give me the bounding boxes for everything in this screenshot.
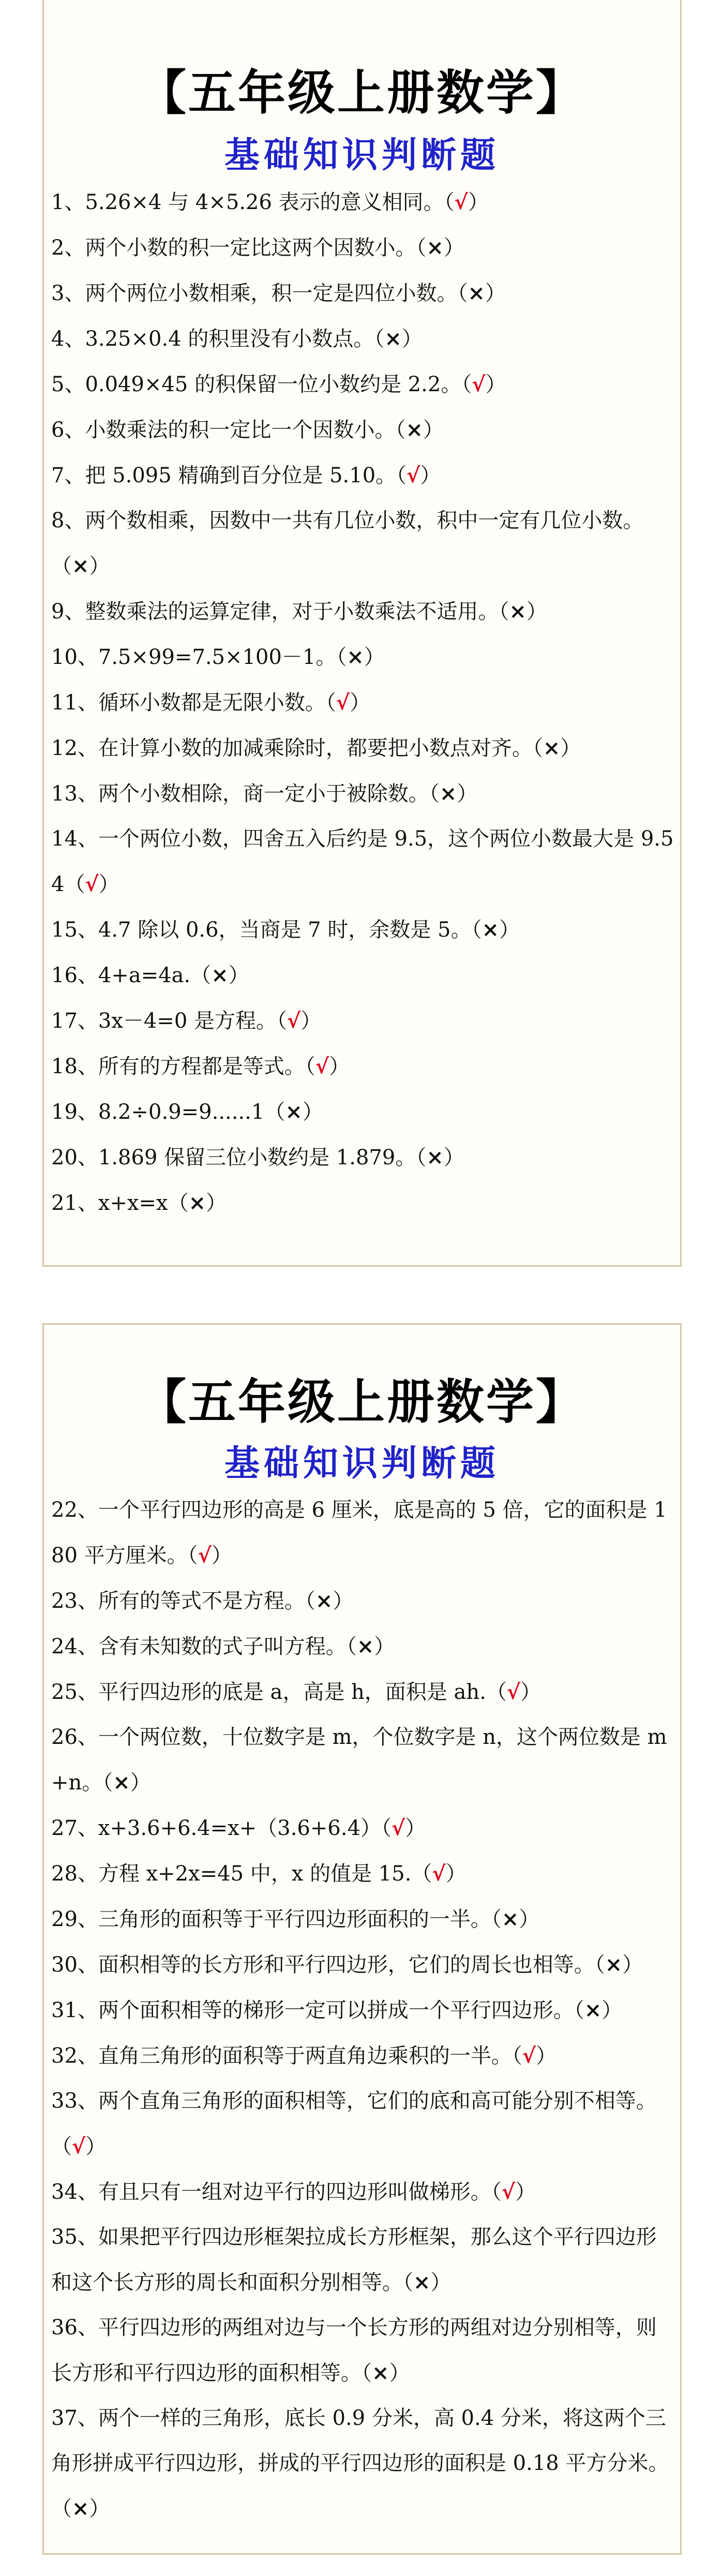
cross-mark-icon: × [501,1907,519,1931]
cross-mark-icon: × [439,781,457,806]
closing-paren: ） [499,918,520,942]
question-text: 9、整数乘法的运算定律，对于小数乘法不适用。（ [51,600,509,624]
question-text: 36、平行四边形的两组对边与一个长方形的两组对边分别相等，则长方形和平行四边形的面积相等。（ [51,2316,657,2385]
cross-mark-icon: × [481,917,500,942]
closing-paren: ） [401,327,423,351]
question-item [51,726,674,771]
question-text: 19、8.2÷0.9=9......1（ [51,1100,285,1124]
cross-mark-icon: × [72,554,89,578]
question-item [51,271,674,316]
worksheet-card-1 [42,0,682,1267]
check-mark-icon: √ [472,372,486,396]
question-text: 23、所有的等式不是方程。（ [51,1589,315,1613]
check-mark-icon: √ [391,1816,405,1840]
closing-paren: ） [300,1009,322,1033]
closing-paren: ） [333,1589,354,1613]
question-item [51,1851,674,1897]
page-title: 【五年级上册数学】 [138,1374,585,1430]
question-text: 15、4.7 除以 0.6，当商是 7 时，余数是 5。（ [51,918,482,942]
closing-paren: ） [350,691,371,715]
question-text: 13、两个小数相除，商一定小于被除数。（ [51,782,440,806]
question-text: 6、小数乘法的积一定比一个因数小。（ [51,418,406,442]
question-item [51,225,674,271]
cross-mark-icon: × [542,736,561,760]
closing-paren: ） [405,1816,426,1840]
question-item [51,589,674,634]
question-item [51,1805,674,1851]
question-item [51,498,674,589]
question-list [51,180,674,1226]
question-item [51,1669,674,1715]
closing-paren: ） [467,190,489,214]
check-mark-icon: √ [501,2180,516,2204]
closing-paren: ） [329,1055,350,1078]
question-item [51,1715,674,1805]
closing-paren: ） [98,872,119,896]
question-text: 24、含有未知数的式子叫方程。（ [51,1635,357,1659]
closing-paren: ） [601,1998,623,2022]
cross-mark-icon: × [426,1145,444,1169]
check-mark-icon: √ [85,872,99,896]
question-item [51,1044,674,1089]
closing-paren: ） [206,1191,227,1215]
page-subtitle: 基础知识判断题 [224,135,500,176]
check-mark-icon: √ [406,463,420,487]
check-mark-icon: √ [72,2134,86,2158]
cross-mark-icon: × [346,645,364,669]
closing-paren: ） [519,1907,540,1931]
question-text: 28、方程 x+2x=45 中，x 的值是 15.（ [51,1862,432,1886]
question-item [51,2396,674,2531]
question-item [51,1624,674,1669]
cross-mark-icon: × [467,281,485,305]
question-item [51,634,674,680]
closing-paren: ） [520,1680,541,1704]
question-text: 4、3.25×0.4 的积里没有小数点。（ [51,327,385,351]
closing-paren: ） [485,282,506,305]
question-item [51,1488,674,1578]
closing-paren: ） [423,418,444,442]
cross-mark-icon: × [315,1589,333,1613]
question-item [51,362,674,407]
question-text: 30、面积相等的长方形和平行四边形，它们的周长也相等。（ [51,1953,605,1977]
question-item [51,1988,674,2033]
cross-mark-icon: × [605,1952,623,1977]
cross-mark-icon: × [285,1100,303,1124]
closing-paren: ） [389,2361,410,2385]
question-item [51,316,674,362]
question-list [51,1488,674,2531]
closing-paren: ） [89,554,110,578]
closing-paren: ） [85,2135,107,2158]
question-item [51,1578,674,1624]
question-text: 5、0.049×45 的积保留一位小数约是 2.2。（ [51,373,472,396]
question-item [51,1089,674,1135]
question-text: 35、如果把平行四边形框架拉成长方形框架，那么这个平行四边形和这个长方形的周长和面积分别相等。（ [51,2225,657,2294]
question-item [51,771,674,817]
question-item [51,1135,674,1180]
closing-paren: ） [364,645,385,669]
question-text: 14、一个两位小数，四舍五入后约是 9.5，这个两位小数最大是 9.54（ [51,827,674,896]
closing-paren: ） [457,782,478,806]
check-mark-icon: √ [522,2044,536,2068]
cross-mark-icon: × [188,1191,206,1215]
question-item [51,2169,674,2215]
question-text: 22、一个平行四边形的高是 6 厘米，底是高的 5 倍，它的面积是 180 平方厘米。（ [51,1498,667,1567]
question-item [51,2033,674,2079]
check-mark-icon: √ [454,190,468,214]
check-mark-icon: √ [506,1680,521,1704]
closing-paren: ） [430,2271,451,2294]
check-mark-icon: √ [198,1543,212,1567]
question-item [51,907,674,953]
closing-paren: ） [420,464,441,487]
question-text: 16、4+a=4a.（ [51,964,212,987]
question-item [51,680,674,726]
question-item [51,953,674,998]
check-mark-icon: √ [432,1861,446,1886]
question-text: 31、两个面积相等的梯形一定可以拼成一个平行四边形。（ [51,1998,584,2022]
check-mark-icon: √ [315,1054,329,1078]
question-text: 1、5.26×4 与 4×5.26 表示的意义相同。（ [51,190,455,214]
question-text: 32、直角三角形的面积等于两直角边乘积的一半。（ [51,2044,522,2068]
question-item [51,180,674,225]
question-item [51,998,674,1044]
question-text: 8、两个数相乘，因数中一共有几位小数，积中一定有几位小数。（ [51,509,644,578]
closing-paren: ） [622,1953,643,1977]
worksheet-card-2 [42,1323,682,2555]
question-text: 10、7.5×99=7.5×100－1。（ [51,645,347,669]
cross-mark-icon: × [384,327,402,351]
question-text: 3、两个两位小数相乘，积一定是四位小数。（ [51,282,468,305]
closing-paren: ） [560,736,581,760]
closing-paren: ） [443,1146,464,1169]
cross-mark-icon: × [356,1634,374,1659]
question-text: 7、把 5.095 精确到百分位是 5.10。（ [51,464,407,487]
question-item [51,2079,674,2169]
question-text: 2、两个小数的积一定比这两个因数小。（ [51,236,427,260]
closing-paren: ） [515,2180,536,2204]
question-text: 33、两个直角三角形的面积相等，它们的底和高可能分别不相等。（ [51,2089,657,2158]
page-title: 【五年级上册数学】 [138,65,585,121]
question-item [51,1180,674,1226]
question-text: 18、所有的方程都是等式。（ [51,1055,315,1078]
closing-paren: ） [485,373,506,396]
question-text: 25、平行四边形的底是 a，高是 h，面积是 ah.（ [51,1680,507,1704]
question-item [51,453,674,498]
closing-paren: ） [526,600,547,624]
question-text: 27、x+3.6+6.4=x+（3.6+6.4）（ [51,1816,392,1840]
cross-mark-icon: × [584,1998,602,2022]
question-text: 12、在计算小数的加减乘除时，都要把小数点对齐。（ [51,736,543,760]
question-text: 11、循环小数都是无限小数。（ [51,691,336,715]
question-text: 37、两个一样的三角形，底长 0.9 分米，高 0.4 分米，将这两个三角形拼成平行四边形，拼成的平行四边形的面积是 0.18 平方分米。（ [51,2406,669,2521]
closing-paren: ） [374,1635,395,1659]
question-item [51,2215,674,2305]
closing-paren: ） [443,236,464,260]
check-mark-icon: √ [336,690,350,715]
cross-mark-icon: × [413,2270,431,2294]
closing-paren: ） [89,2497,110,2521]
closing-paren: ） [130,1771,151,1795]
question-item [51,407,674,453]
question-text: 29、三角形的面积等于平行四边形面积的一半。（ [51,1907,502,1931]
cross-mark-icon: × [509,599,526,624]
closing-paren: ） [211,1544,232,1567]
cross-mark-icon: × [426,235,444,260]
cross-mark-icon: × [211,963,229,987]
check-mark-icon: √ [287,1009,301,1033]
page-subtitle: 基础知识判断题 [224,1443,500,1484]
closing-paren: ） [302,1100,323,1124]
question-text: 21、x+x=x（ [51,1191,189,1215]
closing-paren: ） [228,964,249,987]
question-item [51,2305,674,2396]
closing-paren: ） [536,2044,557,2068]
cross-mark-icon: × [372,2361,389,2385]
question-item [51,817,674,907]
question-text: 20、1.869 保留三位小数约是 1.879。（ [51,1146,427,1169]
cross-mark-icon: × [405,418,423,442]
question-text: 34、有且只有一组对边平行的四边形叫做梯形。（ [51,2180,502,2204]
question-item [51,1897,674,1942]
question-text: 26、一个两位数，十位数字是 m，个位数字是 n，这个两位数是 m+n。（ [51,1725,667,1795]
question-item [51,1942,674,1988]
cross-mark-icon: × [72,2496,89,2521]
closing-paren: ） [445,1862,466,1886]
question-text: 17、3x－4=0 是方程。（ [51,1009,288,1033]
cross-mark-icon: × [113,1770,130,1795]
